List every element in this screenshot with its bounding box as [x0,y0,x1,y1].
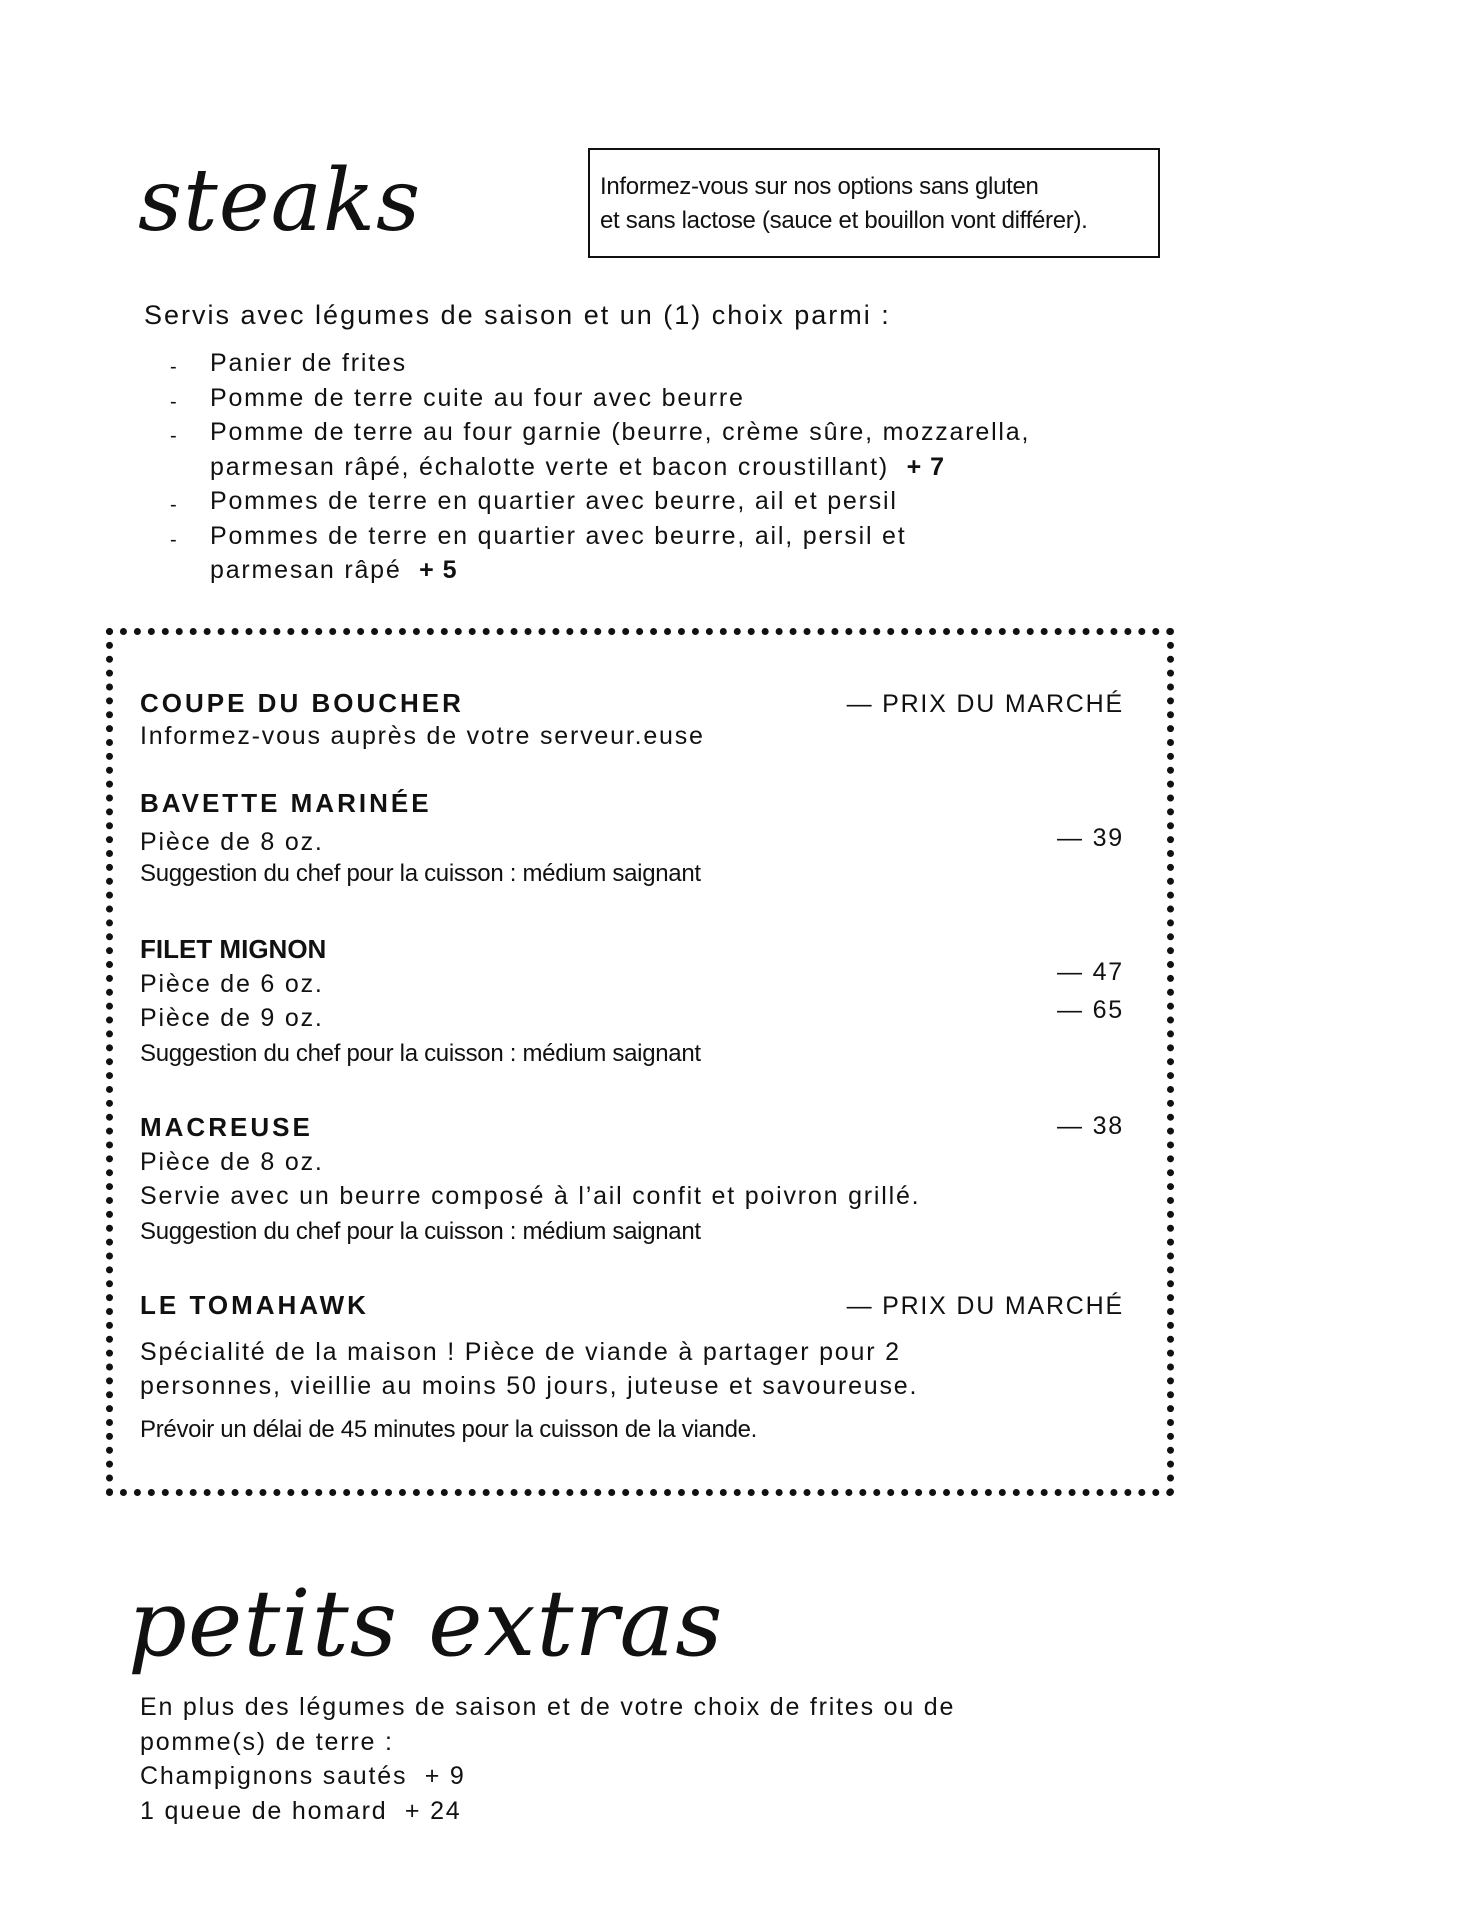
item-desc-tomahawk-2: personnes, vieillie au moins 50 jours, juteuse et savoureuse. [140,1372,919,1400]
dash-bullet-icon: - [170,425,179,447]
item-price-coupe-du-boucher: — PRIX DU MARCHÉ [846,690,1124,718]
dash-bullet-icon: - [170,528,179,551]
side-choice-item: - Pommes de terre en quartier avec beurre, ail et persil [170,484,1130,519]
side-choice-extra-price: + 5 [419,556,458,584]
item-desc-macreuse: Servie avec un beurre composé à l’ail confit et poivron grillé. [140,1182,921,1210]
item-suggestion-macreuse: Suggestion du chef pour la cuisson : médium saignant [140,1218,701,1245]
notice-line-2: et sans lactose (sauce et bouillon vont différer). [600,207,1088,234]
dash-bullet-icon: - [170,494,179,516]
item-desc-coupe-du-boucher: Informez-vous auprès de votre serveur.euse [140,722,705,750]
item-piece-bavette: Pièce de 8 oz. [140,828,324,856]
item-price-filet-6oz: — 47 [1057,958,1124,986]
dash-bullet-icon: - [170,356,179,378]
item-name-tomahawk: LE TOMAHAWK [140,1290,369,1320]
item-name-filet-mignon: FILET MIGNON [140,934,327,964]
item-price-filet-9oz: — 65 [1057,996,1124,1024]
side-choice-item: - Panier de frites [170,346,1130,381]
side-choice-item: - Pommes de terre en quartier avec beurre, ail, persil et parmesan râpé + 5 [170,521,907,584]
item-suggestion-filet-mignon: Suggestion du chef pour la cuisson : médium saignant [140,1040,701,1067]
item-piece-filet-9oz: Pièce de 9 oz. [140,1004,324,1032]
item-desc-tomahawk-1: Spécialité de la maison ! Pièce de viande à partager pour 2 [140,1338,901,1366]
side-choice-extra-price: + 7 [906,452,946,481]
extras-item-champignons: Champignons sautés + 9 [140,1762,466,1790]
item-name-macreuse: MACREUSE [140,1112,313,1142]
item-price-macreuse: — 38 [1057,1112,1124,1140]
extras-text-block [140,1690,955,1828]
steaks-intro: Servis avec légumes de saison et un (1) choix parmi : [144,300,891,330]
dietary-notice-box [588,148,1160,258]
item-piece-macreuse: Pièce de 8 oz. [140,1148,324,1176]
extras-intro-line-1: En plus des légumes de saison et de votre choix de frites ou de [140,1693,956,1721]
extras-item-homard: 1 queue de homard + 24 [140,1796,462,1825]
side-choices-list [170,346,1130,588]
dash-bullet-icon: - [170,390,179,413]
item-name-bavette: BAVETTE MARINÉE [140,788,432,818]
item-piece-filet-6oz: Pièce de 6 oz. [140,970,324,998]
item-name-coupe-du-boucher: COUPE DU BOUCHER [140,688,464,718]
extras-intro-line-2: pomme(s) de terre : [140,1727,394,1756]
item-note-tomahawk: Prévoir un délai de 45 minutes pour la cuisson de la viande. [140,1416,758,1443]
item-price-tomahawk: — PRIX DU MARCHÉ [846,1292,1124,1320]
side-choice-item: - Pomme de terre cuite au four avec beurre [170,381,1130,416]
item-price-bavette: — 39 [1057,824,1124,852]
side-choice-item: - Pomme de terre au four garnie (beurre, crème sûre, mozzarella, parmesan râpé, échalotte verte et bacon croustillant) + 7 [170,418,1031,481]
notice-line-1: Informez-vous sur nos options sans gluten [600,173,1039,200]
section-title-petits-extras: petits extras [128,1570,724,1677]
item-suggestion-bavette: Suggestion du chef pour la cuisson : médium saignant [140,860,701,887]
section-title-steaks: steaks [138,151,422,251]
